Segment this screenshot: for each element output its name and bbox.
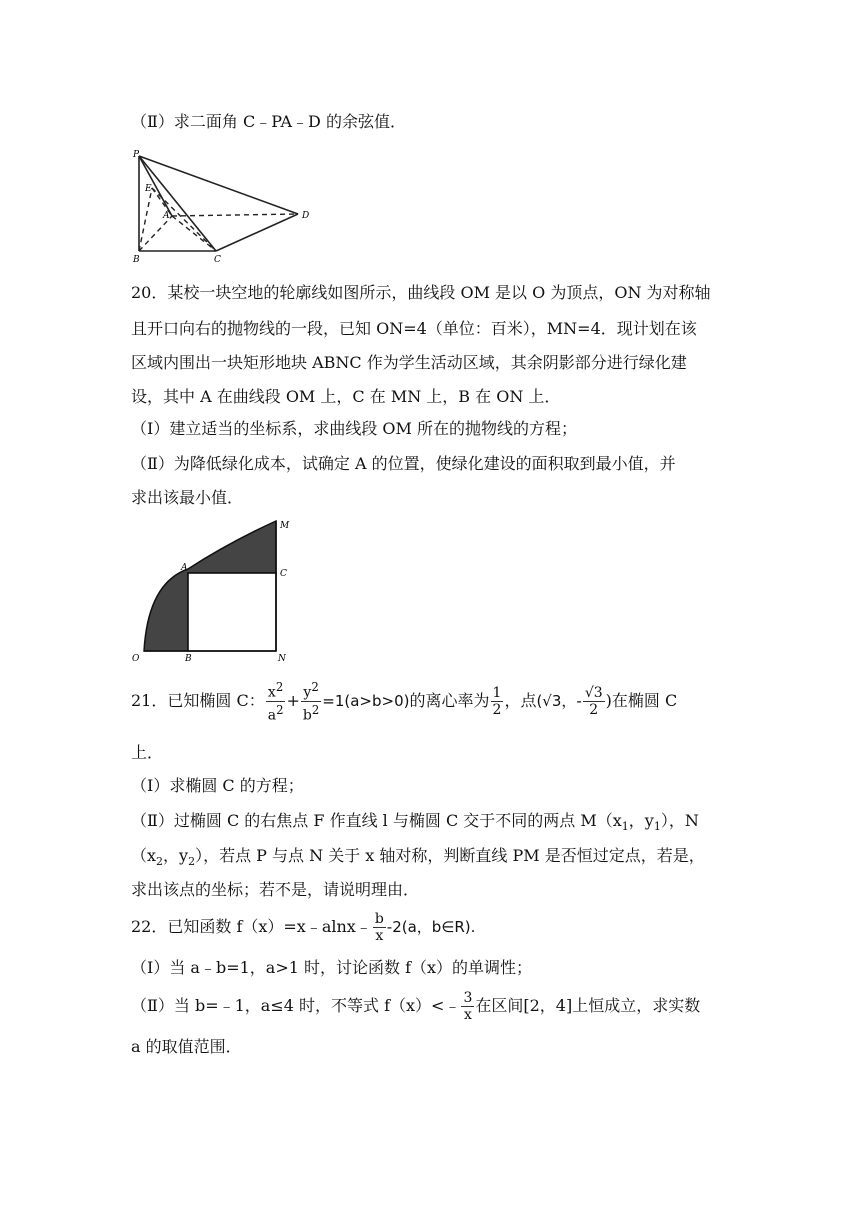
label-P: P xyxy=(133,150,140,160)
label-M: M xyxy=(280,521,290,531)
y2-over-b2: $\frac{y^2}{b^2}$ xyxy=(302,680,320,724)
label-A: A xyxy=(163,211,170,221)
label-O: O xyxy=(132,654,140,663)
q21-line1: 21．已知椭圆 C： $\frac{x^2}{a^2}$ + $\frac{y^2}{b^2}$ =1(a>b>0)的离心率为 $\frac{1}{2}$ ，点(√3，- $\frac{√3}{2}$ )在椭圆 C xyxy=(131,680,678,724)
q21-part2-line2: （$x_2$，$y_2$），若点 P 与点 N 关于 x 轴对称，判断直线 PM 是否恒过定点，若是， xyxy=(131,846,705,869)
q21-part1: （Ⅰ）求椭圆 C 的方程； xyxy=(131,776,304,795)
label-D: D xyxy=(302,211,310,221)
q20-part1: （Ⅰ）建立适当的坐标系，求曲线段 OM 所在的抛物线的方程； xyxy=(131,419,577,438)
q20-part2-line2: 求出该最小值． xyxy=(131,488,244,507)
pyramid-figure xyxy=(130,148,320,264)
q20-line3: 区域内围出一块矩形地块 ABNC 作为学生活动区域，其余阴影部分进行绿化建 xyxy=(131,353,687,372)
q22-part2-line2: a 的取值范围． xyxy=(131,1037,242,1056)
q21-line2: 上． xyxy=(131,743,164,762)
q20-line4: 设，其中 A 在曲线段 OM 上，C 在 MN 上，B 在 ON 上． xyxy=(131,387,561,406)
3-over-x: $\frac{3}{x}$ xyxy=(463,990,473,1023)
label-C: C xyxy=(214,255,221,264)
q21-part2-line3: 求出该点的坐标；若不是，请说明理由． xyxy=(131,880,420,899)
label-N: N xyxy=(278,654,286,663)
q21-part2-line1: （Ⅱ）过椭圆 C 的右焦点 F 作直线 l 与椭圆 C 交于不同的两点 $M(x_1$，$y_1$），N xyxy=(131,811,699,834)
point-y-fraction: $\frac{√3}{2}$ xyxy=(584,685,603,718)
q20-line2: 且开口向右的抛物线的一段，已知 ON=4（单位：百米），MN=4．现计划在该 xyxy=(131,319,697,338)
q22-part1: （Ⅰ）当 a﹣b=1，a>1 时，讨论函数 f（x）的单调性； xyxy=(131,958,533,977)
parabola-region-figure xyxy=(128,513,293,663)
q22-part2-line1: （Ⅱ）当 b=﹣1，a≤4 时，不等式 f（x）<﹣ $\frac{3}{x}$ 在区间[2，4]上恒成立，求实数 xyxy=(131,990,701,1023)
label-E: E xyxy=(145,184,152,194)
label-B: B xyxy=(133,255,140,264)
q20-line1: 20．某校一块空地的轮廓线如图所示，曲线段 OM 是以 O 为顶点，ON 为对称轴 xyxy=(131,283,711,302)
q19-part2: （Ⅱ）求二面角 C﹣PA﹣D 的余弦值． xyxy=(131,112,406,131)
label-B: B xyxy=(185,654,192,663)
x2-over-a2: $\frac{x^2}{a^2}$ xyxy=(267,680,284,724)
label-C: C xyxy=(280,569,287,579)
b-over-x: $\frac{b}{x}$ xyxy=(374,911,384,944)
q20-part2-line1: （Ⅱ）为降低绿化成本，试确定 A 的位置，使绿化建设的面积取到最小值，并 xyxy=(131,454,676,473)
q22-line1: 22．已知函数 f（x）=x﹣alnx﹣ $\frac{b}{x}$ -2(a，b∈R). xyxy=(131,911,476,944)
q21-prefix: 21．已知椭圆 C： xyxy=(131,691,265,710)
eccentricity-fraction: $\frac{1}{2}$ xyxy=(492,685,502,718)
label-A: A xyxy=(181,563,188,573)
